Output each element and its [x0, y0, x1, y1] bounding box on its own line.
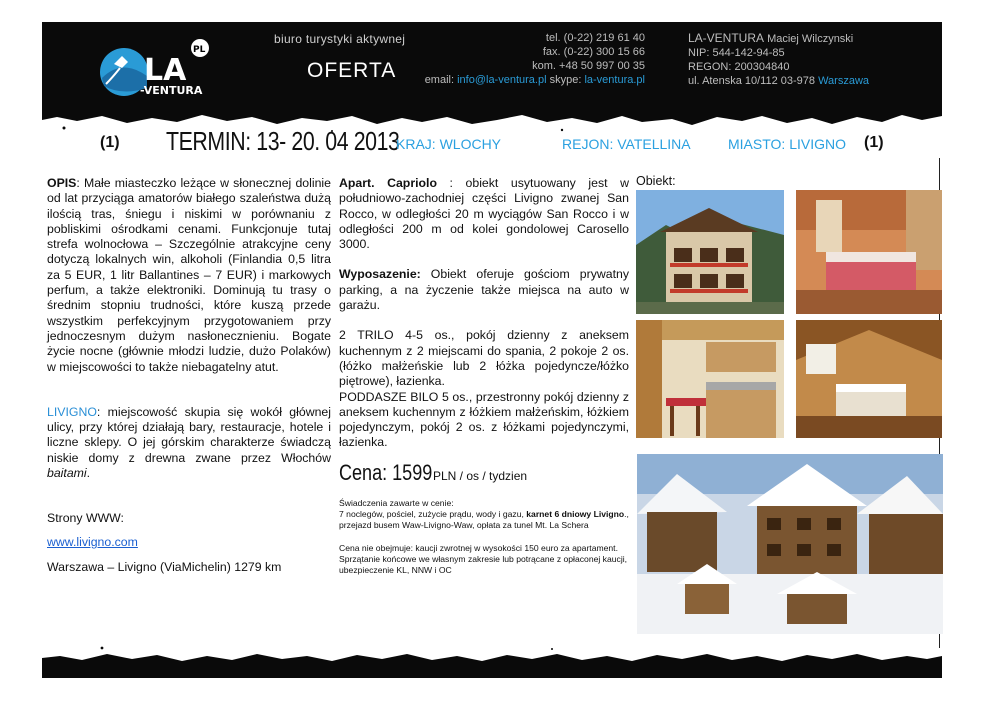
email-skype-line [345, 73, 645, 87]
termin-date: TERMIN: 13- 20. 04 2013 [166, 126, 400, 156]
email-link[interactable]: info@la-ventura.pl [457, 74, 547, 86]
included-text: 7 noclegów, pościel, zużycie prądu, wody i gazu, [339, 509, 527, 520]
photo-bedroom[interactable] [796, 190, 942, 314]
opis-paragraph [47, 176, 331, 375]
included-paragraph [339, 498, 629, 531]
livigno-text: : miejscowość skupia się wokół głównej ulicy, przy której działają bary, restauracje, hotele i liczne sklepy. O jej górskim charakterze świadczą niskie domy z drewna zwane przez Włochów [47, 404, 331, 465]
right-bracket: (1) [864, 134, 884, 151]
description-column [47, 176, 331, 575]
photo-livigno-snow-village[interactable] [637, 454, 943, 634]
accommodation-column [339, 176, 629, 576]
torn-edge-bottom [42, 644, 942, 678]
wyposazenie-paragraph [339, 267, 629, 313]
included-title: Świadczenia zawarte w cenie: [339, 498, 454, 509]
opis-label: OPIS [47, 176, 77, 190]
price-row [339, 459, 629, 485]
svg-text:-VENTURA: -VENTURA [140, 84, 203, 97]
regon: REGON: 200304840 [688, 61, 790, 73]
left-bracket: (1) [100, 134, 120, 151]
company-name: LA-VENTURA [688, 31, 765, 45]
city: Warszawa [818, 75, 870, 87]
email-label: email: [424, 74, 455, 86]
miasto: MIASTO: LIVIGNO [728, 136, 846, 152]
address: ul. Atenska 10/112 03-978 [688, 75, 816, 87]
page-title: OFERTA [307, 59, 397, 82]
strony-label: Strony WWW: [47, 511, 124, 526]
price-unit: PLN / os / tydzien [433, 468, 528, 483]
photo-kitchen[interactable] [636, 320, 784, 438]
livigno-end: . [86, 466, 91, 481]
svg-text:LA: LA [144, 53, 187, 88]
apart-label: Apart. Capriolo [339, 176, 437, 190]
skype-link[interactable]: la-ventura.pl [584, 74, 645, 86]
rejon: REJON: VATELLINA [562, 136, 691, 152]
kraj: KRAJ: WLOCHY [396, 136, 502, 152]
photo-attic-bedroom[interactable] [796, 320, 942, 438]
contact-info [345, 31, 645, 87]
nip: NIP: 544-142-94-85 [688, 47, 785, 59]
livigno-italic: baitami [47, 466, 87, 481]
bilo-paragraph: PODDASZE BILO 5 os., przestronny pokój dzienny z aneksem kuchennym z łóżkiem małżeńskim, łóżkiem pojedynczym, pokój 2 os. z łóżkami pojedynczymi, łazienka. [339, 389, 629, 450]
photo-building-exterior[interactable] [636, 190, 784, 314]
wyposazenie-label: Wyposazenie: [339, 267, 421, 282]
phone: tel. (0-22) 219 61 40 [545, 32, 645, 44]
fax: fax. (0-22) 300 15 66 [542, 46, 645, 58]
apart-paragraph [339, 176, 629, 252]
livigno-label: LIVIGNO [47, 404, 97, 419]
livigno-paragraph [47, 405, 331, 481]
mobile: kom. +48 50 997 00 35 [532, 60, 645, 72]
included-text-2: ., przejazd busem Waw-Livigno-Waw, opłata za tunel Mt. La Schera [339, 509, 629, 531]
svg-text:PL: PL [193, 45, 206, 55]
price: Cena: 1599 [339, 459, 433, 485]
company-owner: Maciej Wilczynski [767, 33, 854, 45]
skype-label: skype: [549, 74, 582, 86]
wyposazenie-text: Obiekt oferuje gościom prywatny parking, a na życzenie także miejsca na auto w garażu. [339, 267, 629, 313]
termin-row [100, 126, 900, 162]
apart-text: : obiekt usytuowany jest w południowo-zachodniej części Livigno zwanej San Rocco, w odległości 20 m wyciągów San Rocco i w odległości 200 m od kolei gondolowej Carosello 3000. [339, 176, 629, 252]
livigno-website-link[interactable]: www.livigno.com [47, 534, 138, 549]
tagline: biuro turystyki aktywnej [274, 32, 406, 46]
distance-text: Warszawa – Livigno (ViaMichelin) 1279 km [47, 559, 282, 574]
obiekt-label: Obiekt: [636, 174, 676, 188]
not-included-paragraph: Cena nie obejmuje: kaucji zwrotnej w wysokości 150 euro za apartament. Sprzątanie końcowe we własnym zakresie lub potrącane z opłaconej kaucji, ubezpieczenie KL, NNW i OC [339, 543, 628, 576]
opis-text: : Małe miasteczko leżące w słonecznej dolinie od lat przyciąga amatorów białego szaleństwa dużą ilością tras, śniegu i niskimi w porównaniu z pobliskimi ośrodkami cenami. Funkcjonuje tutaj strefa wolnocłowa – Szczególnie atrakcyjne ceny dotyczą lokalnych win, alkoholi (Finlandia 0,5 litra za 5 EUR, 1 litr Ballantines – 7 EUR) i markowych perfum, a także elektroniki. Dominują tu trasy o średnim stopniu trudności, które kuszą przede wszystkim perfekcyjnym przygotowaniem przy jednoczesnym dużym nasłonecznieniu. Bogate życie nocne (głównie młodzi ludzie, dużo Polaków) w miejscowości to także niebagatelny atut. [47, 176, 331, 374]
included-bold: karnet 6 dniowy Livigno [526, 509, 625, 520]
trilo-paragraph: 2 TRILO 4-5 os., pokój dzienny z aneksem kuchennym z 2 miejscami do spania, 2 pokoje 2 os. (łóżko małżeńskie lub 2 łóżka pojedyncze/łóżko piętrowe), łazienka. [339, 328, 629, 389]
company-info [688, 31, 942, 88]
